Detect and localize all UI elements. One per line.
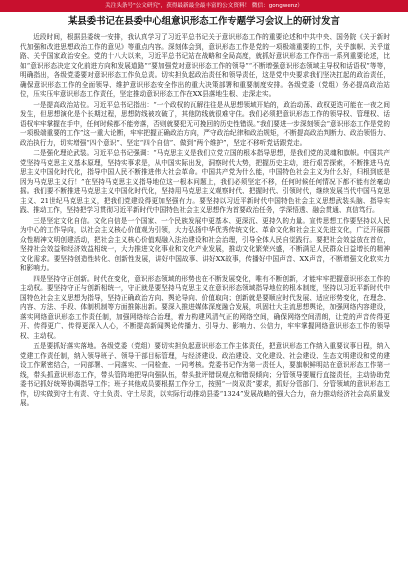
document-body xyxy=(20,33,390,577)
promo-banner-text: 关注头条号"公文研究"，获得最新最全最丰富的公文资料！ 微信：gongwenz） xyxy=(105,3,303,9)
promo-banner xyxy=(0,0,408,12)
paragraph-culture: 三是坚定文化自信。文化自信是一个国家、一个民族发展中更基本、更深沉、更持久的力量。宣传思想工作要坚持以人民为中心的工作导向，以社会主义核心价值观为引领，大力弘扬中华优秀传统文化、革命文化和社会主义先进文化，广泛开展群众性精神文明创建活动，把社会主义核心价值观融入法治建设和社会治理，引导全体人民自觉践行。要把社会效益放在首位，坚持社会效益和经济效益相统一，大力推进文化事业和文化产业发展，推动文化繁荣兴盛，不断满足人民群众日益增长的精神文化需求。要坚持创造性转化、创新性发展，讲好中国故事、讲好XX故事，传播好中国声音、XX声音，不断增强文化软实力和影响力。 xyxy=(20,216,390,273)
paragraph-innovation: 四是坚持守正创新。时代在变化，意识形态领域的形势也在不断发展变化，唯有不断创新，才能牢牢把握意识形态工作的主动权。要坚持守正与创新相统一，守正就是要坚持马克思主义在意识形态领域指导地位的根本制度，坚持以习近平新时代中国特色社会主义思想为指导，坚持正确政治方向、舆论导向、价值取向；创新就是要顺应时代发展、适应形势变化，在理念、内容、方法、手段、体制机制等方面推陈出新。要深入推进媒体深度融合发展，巩固壮大主流思想舆论，加强网络内容建设，落实网络意识形态工作责任制，加强网络综合治理，着力构建风清气正的网络空间，确保网络空间清朗，让党的声音传得更开、传得更广、传得更深入人心，不断提高新闻舆论传播力、引导力、影响力、公信力，牢牢掌握网络意识形态工作的领导权、主动权。 xyxy=(20,274,390,340)
paragraph-implementation: 五是要抓好落实落地。各级党委（党组）要切实担负起意识形态工作主体责任，把意识形态工作纳入重要议事日程，纳入党建工作责任制，纳入领导班子、领导干部目标管理，与经济建设、政治建设、文化建设、社会建设、生态文明建设和党的建设工作紧密结合，一同部署、一同落实、一同检查、一同考核。党委书记作为第一责任人，要旗帜鲜明站在意识形态工作第一线，带头抓意识形态工作，带头管阵地把导向强队伍，带头批评错误观点和错误倾向；分管领导要履行直接责任，主动协助党委书记抓好统筹协调指导工作；班子其他成员要根据工作分工，按照“一岗双责”要求，抓好分管部门、分管领域的意识形态工作，切实做到守土有责、守土负责、守土尽责，以实际行动推动县委“1324”发展战略的强大合力，奋力推动经济社会高质量发展。 xyxy=(20,342,390,408)
paragraph-theory: 二是强化理论武装。习近平总书记强调：“马克思主义是我们立党立国的根本指导思想，是我们党的灵魂和旗帜。中国共产党坚持马克思主义基本原理，坚持实事求是，从中国实际出发，洞察时代大势，把握历史主动，进行艰苦探索，不断推进马克思主义中国化时代化，指导中国人民不断推进伟大社会革命。中国共产党为什么能，中国特色社会主义为什么好，归根到底是因为马克思主义行！”在坚持马克思主义指导地位这一根本问题上，我们必须坚定不移，任何时候任何情况下都不能有丝毫动摇。我们要不断推进马克思主义中国化时代化，坚持用马克思主义观察时代、把握时代、引领时代，继续发展当代中国马克思主义、21世纪马克思主义，把我们党建设得更加坚强有力。要坚持以习近平新时代中国特色社会主义思想武装头脑、指导实践、推动工作，坚持把学习贯彻习近平新时代中国特色社会主义思想作为首要政治任务，学深悟透、融会贯通、真信笃行。 xyxy=(20,149,390,215)
document-title: 某县委书记在县委中心组意识形态工作专题学习会议上的研讨发言 xyxy=(68,16,340,27)
paragraph-intro: 近段时间，根据县委统一安排，我认真学习了习近平总书记关于意识形态工作的重要论述和中共中央、国务院《关于新时代加强和改进思想政治工作的意见》等重点内容。深刻体会到，意识形态工作是党的一项极端重要的工作，关乎旗帜、关乎道路、关乎国家政治安全。党的十八大以来，习近平总书记站在战略和全局高度，就抓好意识形态工作作出一系列重要论述，比如“意识形态决定文化前进方向和发展道路”“要加强党对意识形态工作的领导”“不断增强意识形态领域主导权和话语权”等等，明确指出，各级党委要对意识形态工作负总责。切实担负起政治责任和领导责任，这是党中央要求我们坚决扛起的政治责任，确保意识形态工作的全面领导、维护意识形态安全作出的重大决策部署和重要制度安排。各级党委（党组）务必提高政治站位，压实压牢意识形态工作责任，坚定推动意识形态工作在XX县落地生根、走深走实。 xyxy=(20,33,390,98)
paragraph-political-stance: 一是提高政治站位。习近平总书记指出：“一个政权的瓦解往往是从思想领域开始的，政治动荡、政权更迭可能在一夜之间发生，但思想演化是个长期过程，思想防线被攻破了，其他防线就很难守住。我们必须把意识形态工作的领导权、管理权、话语权牢牢掌握在手中，任何时候都不能旁落，否则就要犯无可挽回的历史性错误。”我们要进一步深刻领会“意识形态工作是党的一项极端重要的工作”这一重大论断，牢牢把握正确政治方向，严守政治纪律和政治规矩，不断提高政治判断力、政治领悟力、政治执行力，切实增强“四个意识”、坚定“四个自信”、做到“两个维护”，坚定不移听党话跟党走。 xyxy=(20,100,390,147)
